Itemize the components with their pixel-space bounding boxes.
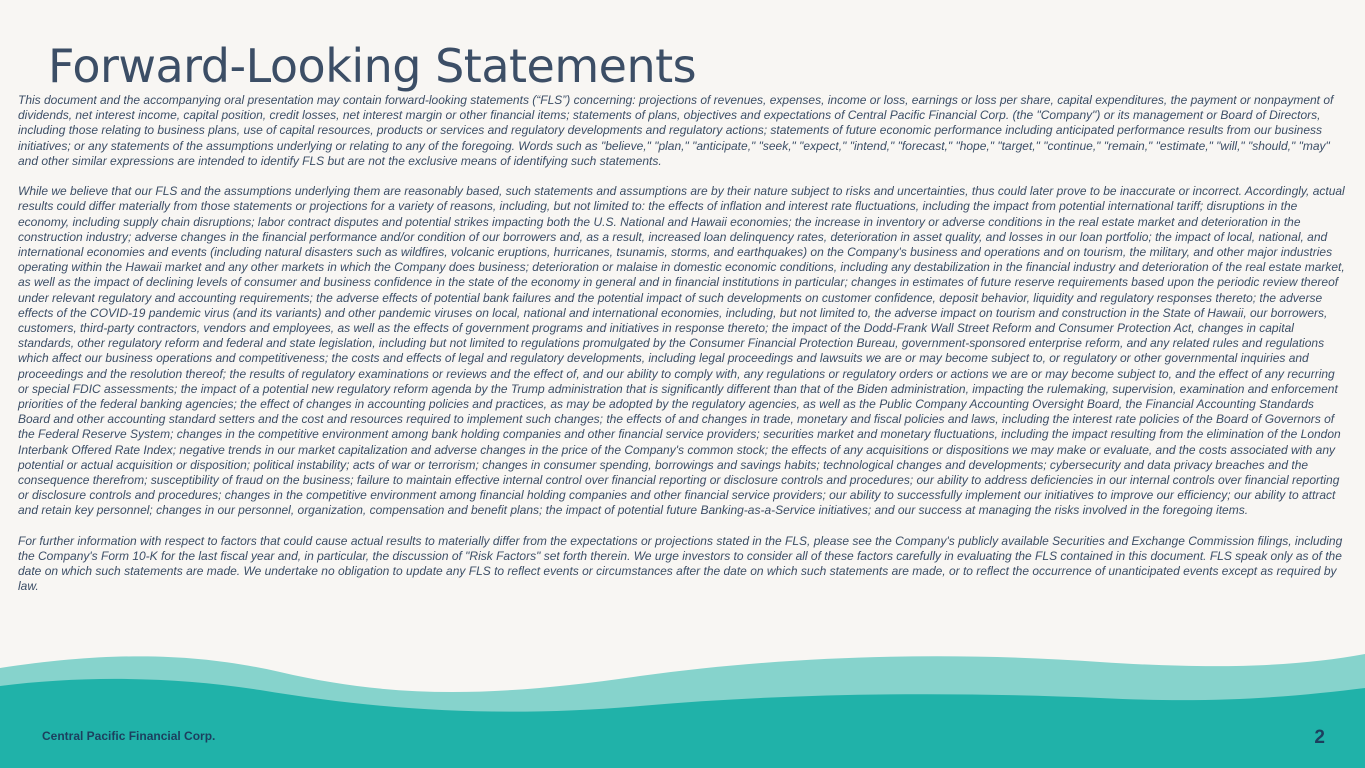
disclaimer-body [18, 93, 1346, 610]
paragraph-further-information: For further information with respect to factors that could cause actual results to materially differ from the expectations or projections stated in the FLS, please see the Company's publicly available Securities and Exchange Commission filings, including the Company's Form 10-K for the last fiscal year and, in particular, the discussion of "Risk Factors" set forth therein. We urge investors to consider all of these factors carefully in evaluating the FLS contained in this document. FLS speak only as of the date on which such statements are made. We undertake no obligation to update any FLS to reflect events or circumstances after the date on which such statements are made, or to reflect the occurrence of unanticipated events except as required by law. [18, 533, 1343, 594]
slide-title: Forward-Looking Statements [48, 39, 697, 93]
paragraph-fls-definition: This document and the accompanying oral presentation may contain forward-looking statements (“FLS”) concerning: projections of revenues, expenses, income or loss, earnings or loss per share, capital expenditures, the payment or nonpayment of dividends, net interest income, capital position, credit losses, net interest margin or other financial items; statements of plans, objectives and expectations of Central Pacific Financial Corp. (the "Company") or its management or Board of Directors, including those relating to business plans, use of capital resources, products or services and regulatory developments and regulatory actions; statements of future economic performance including anticipated performance results from our business initiatives; or any statements of the assumptions underlying or relating to any of the foregoing. Words such as "believe," "plan," "anticipate," "seek," "expect," "intend," "forecast," "hope," "target," "continue," "remain," "estimate," "will," "should," "may" and other similar expressions are intended to identify FLS but are not the exclusive means of identifying such statements. [18, 93, 1334, 168]
page-number: 2 [1314, 727, 1325, 748]
footer-company-name: Central Pacific Financial Corp. [42, 729, 216, 743]
paragraph-risk-factors: While we believe that our FLS and the assumptions underlying them are reasonably based, such statements and assumptions are by their nature subject to risks and uncertainties, thus could later prove to be inaccurate or incorrect. Accordingly, actual results could differ materially from those statements or projections for a variety of reasons, including, but not limited to: the effects of inflation and interest rate fluctuations, including the impact from potential international tariff; disruptions in the economy, including supply chain disruptions; labor contract disputes and potential strikes impacting both the U.S. National and Hawaii economies; the increase in inventory or adverse conditions in the real estate market and deterioration in the construction industry; adverse changes in the financial performance and/or condition of our borrowers and, as a result, increased loan delinquency rates, deterioration in asset quality, and losses in our loan portfolio; the impact of local, national, and international economies and events (including natural disasters such as wildfires, volcanic eruptions, hurricanes, tsunamis, storms, and earthquakes) on the Company's business and operations and on tourism, the military, and other major industries operating within the Hawaii market and any other markets in which the Company does business; deterioration or malaise in domestic economic conditions, including any destabilization in the financial industry and deterioration of the real estate market, as well as the impact of declining levels of consumer and business confidence in the state of the economy in general and in financial institutions in particular; changes in estimates of future reserve requirements based upon the periodic review thereof under relevant regulatory and accounting requirements; the adverse effects of potential bank failures and the potential impact of such developments on customer confidence, deposit behavior, liquidity and regulatory responses thereto; the adverse effects of the COVID-19 pandemic virus (and its variants) and other pandemic viruses on local, national and international economies, including, but not limited to, the adverse impact on tourism and construction in the State of Hawaii, our borrowers, customers, third-party contractors, vendors and employees, as well as the effects of government programs and initiatives in response thereto; the impact of the Dodd-Frank Wall Street Reform and Consumer Protection Act, changes in capital standards, other regulatory reform and federal and state legislation, including but not limited to regulations promulgated by the Consumer Financial Protection Bureau, government-sponsored enterprise reform, and any related rules and regulations which affect our business operations and competitiveness; the costs and effects of legal and regulatory developments, including legal proceedings and lawsuits we are or may become subject to, or regulatory or other governmental inquiries and proceedings and the resolution thereof; the results of regulatory examinations or reviews and the effect of, and our ability to comply with, any regulations or regulatory orders or actions we are or may become subject to, and the effect of any recurring or special FDIC assessments; the impact of a potential new regulatory reform agenda by the Trump administration that is significantly different than that of the Biden administration, impacting the rulemaking, supervision, examination and enforcement priorities of the federal banking agencies; the effect of changes in accounting policies and practices, as may be adopted by the regulatory agencies, as well as the Public Company Accounting Oversight Board, the Financial Accounting Standards Board and other accounting standard setters and the cost and resources required to implement such changes; the effects of and changes in trade, monetary and fiscal policies and laws, including the interest rate policies of the Board of Governors of the Federal Reserve System; changes in the competitive environment among bank holding companies and other financial service providers; securities market and monetary fluctuations, including the impact resulting from the elimination of the London Interbank Offered Rate Index; negative trends in our market capitalization and adverse changes in the price of the Company's common stock; the effects of any acquisitions or dispositions we may make or evaluate, and the costs associated with any potential or actual acquisition or disposition; political instability; acts of war or terrorism; changes in consumer spending, borrowings and savings habits; technological changes and developments; cybersecurity and data privacy breaches and the consequence therefrom; susceptibility of fraud on the business; failure to maintain effective internal control over financial reporting or disclosure controls and procedures; our ability to address deficiencies in our internal controls over financial reporting or disclosure controls and procedures; changes in the competitive environment among financial holding companies and other financial service providers; our ability to successfully implement our initiatives to improve our efficiency; our ability to attract and retain key personnel; changes in our personnel, organization, compensation and benefit plans; the impact of potential future Banking-as-a-Service initiatives; and our success at managing the risks involved in the foregoing items. [18, 184, 1345, 518]
footer-wave [0, 648, 1365, 768]
